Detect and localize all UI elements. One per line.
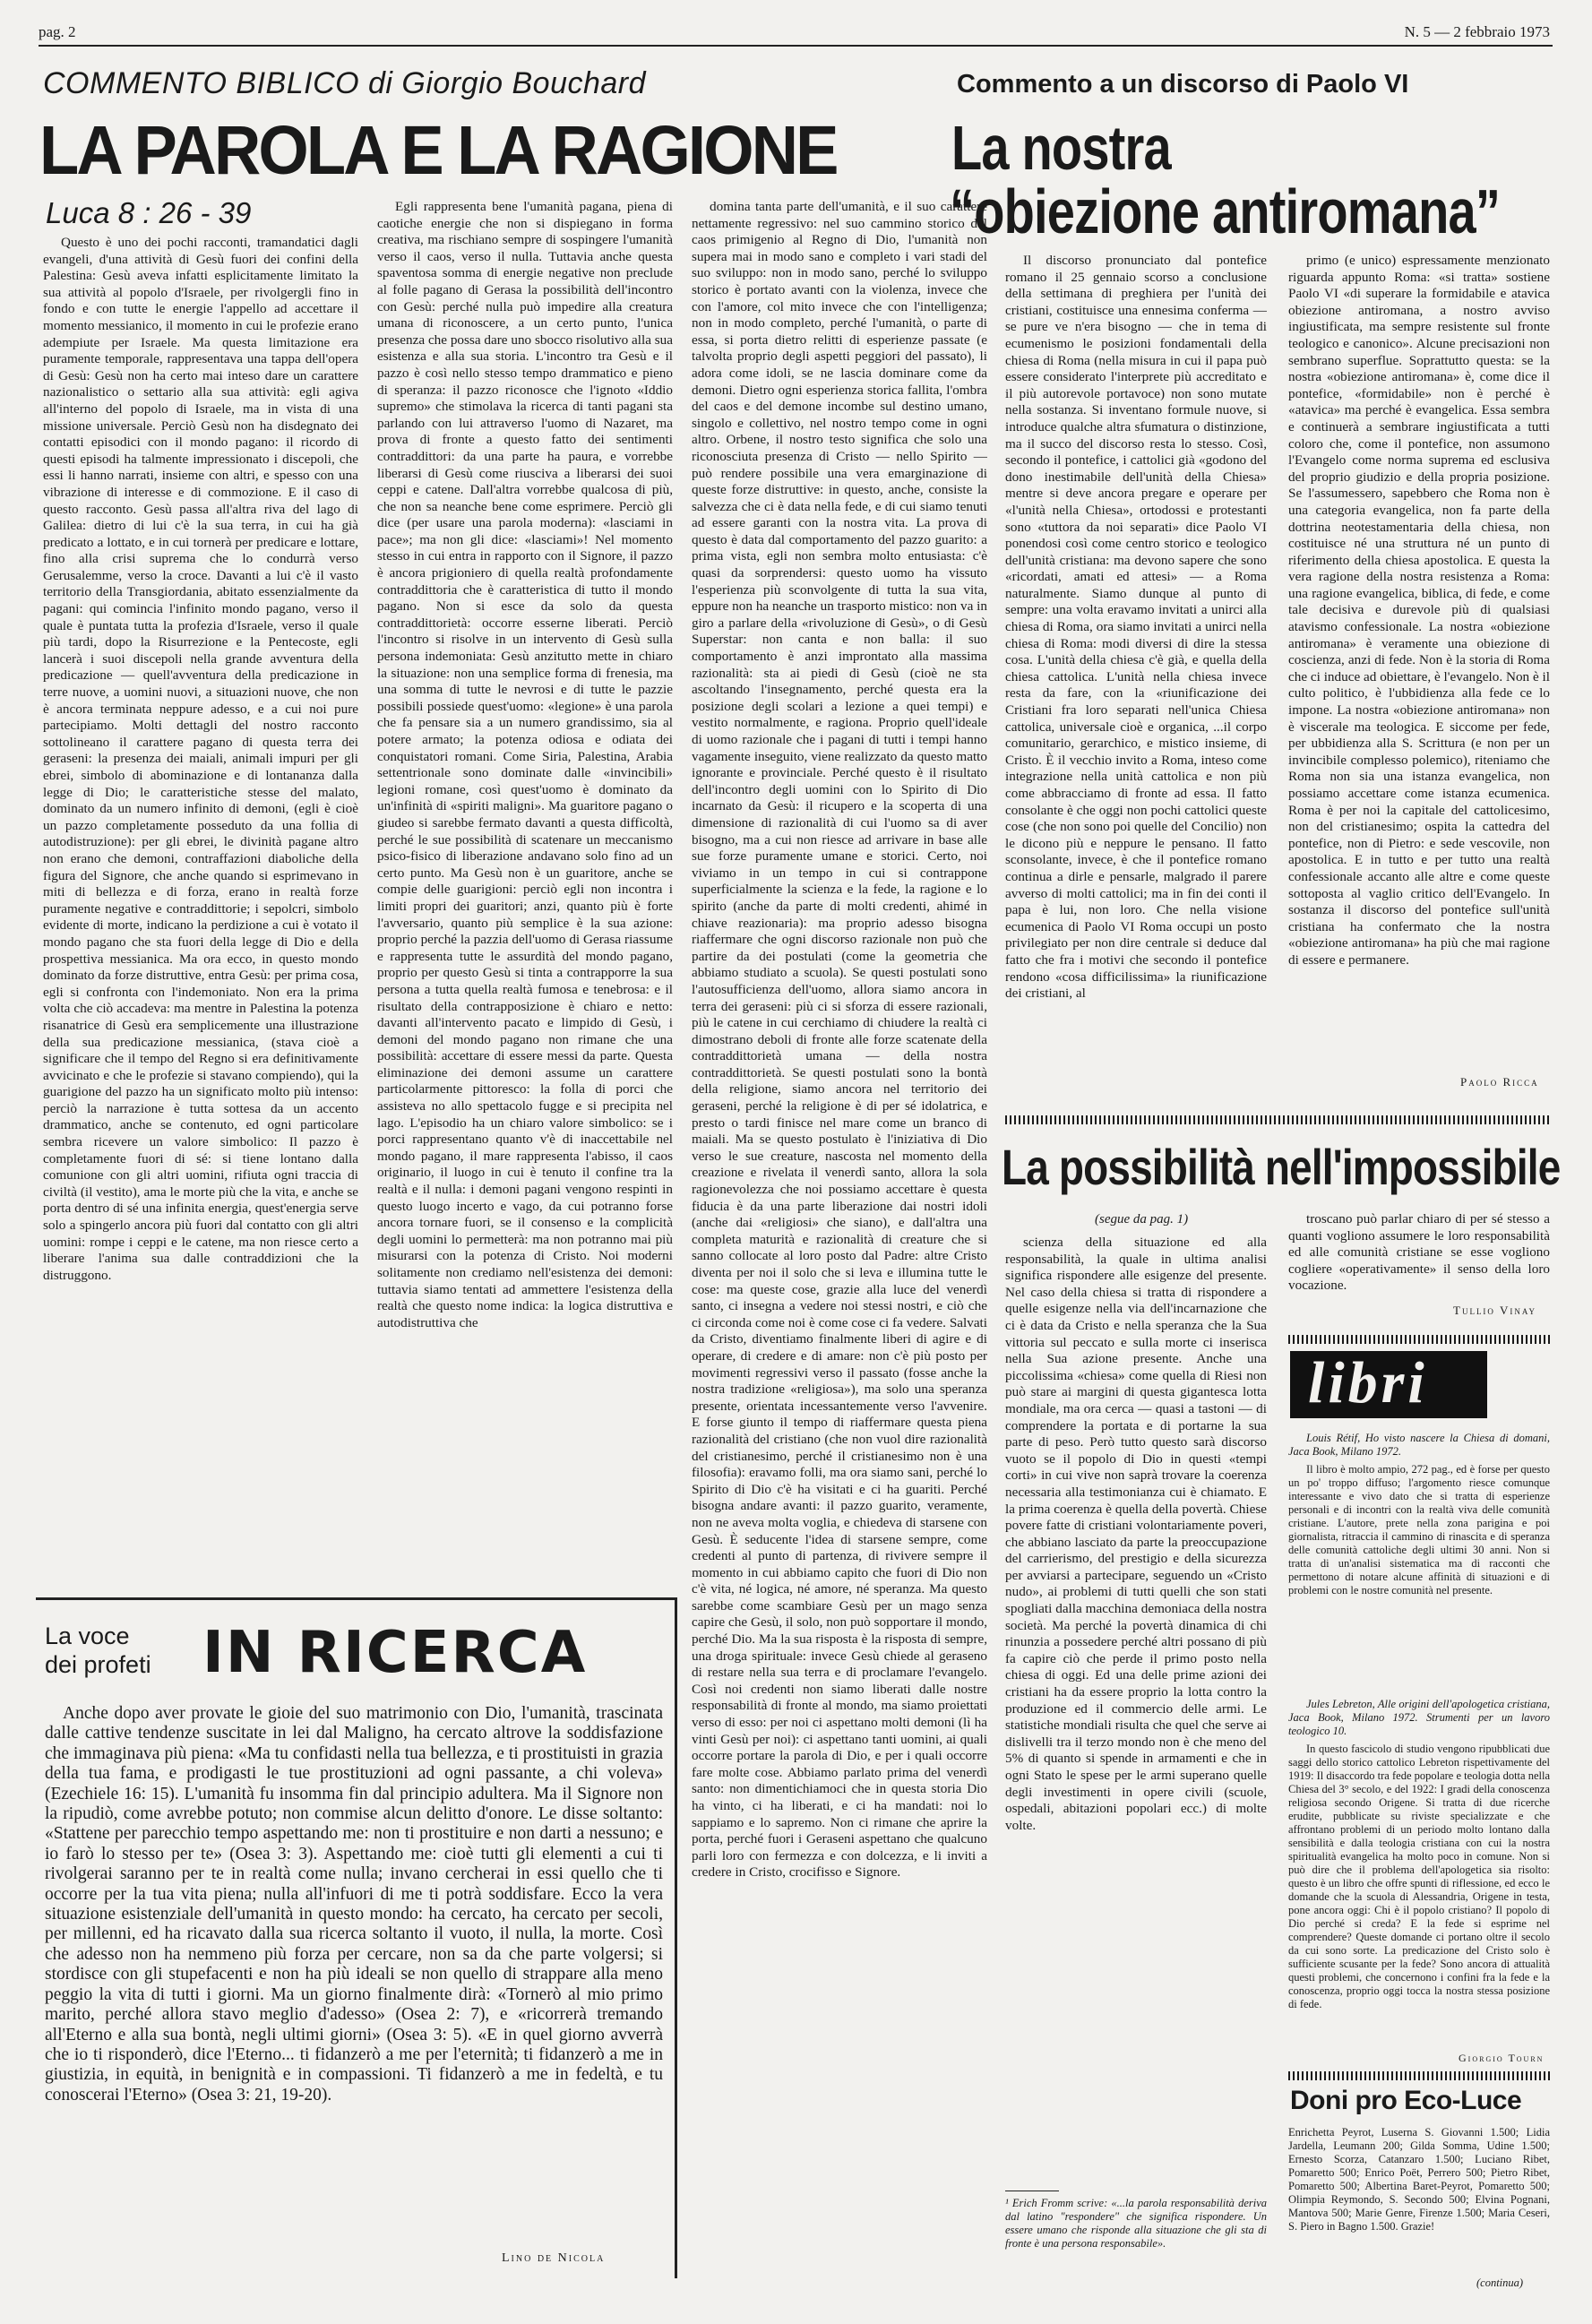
book-1-text: Il libro è molto ampio, 272 pag., ed è forse per questo un po' troppo diffuso; l'argomento riesce comunque interessante e vivo dato che si tratta di esperienze personali e di incontri con la realtà viva delle comunità cristiane. L'autore, prete nella zona parigina e poi giornalista, ritraccia il cammino di rinascita e di speranza delle comunità cattoliche degli ultimi 30 anni. Non si tratta di un'analisi sistematica ma di racconti che permettono di notare alcune affinità di situazioni e di problemi con le nostre comunità nel presente. (1288, 1463, 1550, 1597)
possibilita-text-1: scienza della situazione ed alla responsabilità, la quale in ultima analisi significa rispondere alle esigenze del presente. Nel caso della chiesa si tratta di rispondere a quelle esigenze nella via dell'incarnazione che ci è data da Cristo e nella speranza che la Sua vittoria sul peccato e sulla morte ci inserisca nella Sua azione presente. Anche una piccolissima «chiesa» come quella di Riesi non può stare ai margini di questa gigantesca lotta mondiale, ma ora cerca — quasi a tastoni — di comprendere la portata e di portarne la sua parte di peso. Però tutto questo sarà discorso vuoto se il popolo di Dio in questi «tempi corti» in cui vive non saprà trovare la coerenza necessaria alla testimonianza cui è chiamato. E la prima coerenza è quella della povertà. Chiese povere fatte di cristiani volontariamente poveri, che abbiano lasciato da parte la preoccupazione del carrierismo, del prestigio e della sicurezza per avviarsi a partecipare, seguendo un «Cristo nudo», ai problemi di tutti quelli che son stati spogliati dalla macchina demoniaca della nostra società. Ma perché la povertà dinamica di chi rinunzia a possedere perché altri possano di più fa capire ciò che perde il primo posto nella chiesa di oggi. Ed una delle prime azioni dei cristiani ha da essere proprio la lotta contro la produzione ed il commercio delle armi. Le statistiche mondiali risulta che quel che serve ai dislivelli tra il terzo mondo non è che meno del 5% di quanto si spende in armamenti e che in ogni Stato le spese per le armi superano quelle degli investimenti in opere civili (scuole, ospedali, abitazioni popolari ecc.) di molte volte. (1005, 1235, 1267, 1833)
book-1-review (1288, 1463, 1550, 1691)
in-ricerca-box-right (675, 1597, 677, 2278)
book-2-text: In questo fascicolo di studio vengono ripubblicati due saggi dello storico cattolico Lebreton rispettivamente del 1919: Il disaccordo tra fede popolare e teologia dotta nella Chiesa del 3° secolo, e del 1922: I gradi della conoscenza religiosa secondo Origene. Si tratta di due ricerche erudite, pubblicate su riviste specializzate e che affrontano problemi di un periodo molto lontano dalla sensibilità e dalla teologia cristiana con cui la nostra spiritualità evangelica ha molto poco in comune. Non si può dire che il problema dell'apologetica sia risolto: questo è un libro che offre spunti di riflessione, ed ecco le domande che la scuola di Alessandria, Origene in testa, pone ancora oggi: Chi è il popolo cristiano? Il popolo di Dio perché si creda? E la fede si esprime nel comprendere? Queste domande ci portano oltre il secolo da cui sono sorte. La predicazione del Cristo solo è sufficiente scusante per la fede? Sono ancora di attualità questi problemi, che concernono i confini fra la fede e la conoscenza, proprio oggi tocca la nostra stessa posizione di fede. (1288, 1743, 1550, 2010)
paolo-vi-text-2: primo (e unico) espressamente menzionato riguarda appunto Roma: «si tratta» sostiene Paolo VI «di superare la formidabile e atavica obiezione antiromana, a nostro avviso ingiustificata, ma sempre resistente sul fronte teologico e canonico». Alcune precisazioni non sembrano superflue. Soprattutto questa: se la nostra «obiezione antiromana» è, come dice il pontefice, «formidabile» non è perché è «atavica» ma perché è evangelica. Essa sembra e continuerà a sembrare ingiustificata a tutti coloro che, come il pontefice, non assumono l'Evangelo come norma suprema ed esclusiva del proprio giudizio e della propria posizione. Se l'assumessero, sapebbero che Roma non è una categoria evangelica, non fa parte della dottrina neotestamentaria della chiesa, non costituisce né una struttura né un punto di riferimento della chiesa apostolica. E questa la vera ragione della nostra resistenza a Roma: una ragione evangelica, biblica, di fede, e come tale decisiva e durevole più di qualsiasi atavismo confessionale. La nostra «obiezione antiromana» è veramente una obiezione di coscienza, anzi di fede. Non è la storia di Roma che ci induce ad obiettare, è l'evangelo. Non è il culto politico, è l'ubbidienza alla fede ce lo impone. La nostra «obiezione antiromana» non è viscerale ma teologica. E siccome per fede, per ubbidienza alla S. Scrittura (e non per un invincibile complesso polemico), riteniamo che Roma non sia una istanza evangelica, non possiamo accettare come istanza ecumenica. Roma è per noi la capitale del cattolicesimo, non del cristianesimo; ospita la cattedra del pontefice, non di Pietro: e sede vescovile, non apostolica. E in tutto e per tutto una realtà confessionale accanto alle altre e come queste sottoposta al vaglio critico dell'Evangelo. In sostanza il discorso del pontefice sull'unità cristiana ha confermato che la nostra «obiezione antiromana» ha più che mai ragione di essere e permanere. (1288, 253, 1550, 968)
header-rule (39, 45, 1553, 47)
doni-title: Doni pro Eco-Luce (1290, 2086, 1522, 2115)
paolo-vi-signature: Paolo Ricca (1460, 1075, 1539, 1089)
biblical-comment-col-1 (43, 235, 358, 1584)
paolo-vi-title-1: La nostra (951, 113, 1171, 183)
possibilita-col-1 (1005, 1235, 1267, 2122)
in-ricerca-box-top (36, 1597, 677, 1600)
in-ricerca-body (45, 1704, 663, 2197)
paolo-vi-bottom-divider (1005, 1115, 1550, 1124)
biblical-comment-text-2: Egli rappresenta bene l'umanità pagana, piena di caotiche energie che non si dispiegano in forma creativa, ma rischiano sempre di sospingere l'umanità verso il caos, verso il nulla. Tuttavia anche questa spaventosa somma di energie negative non preclude al folle pagano di Gerasa la possibilità dell'incontro con Gesù: perché nulla può impedire alla creatura umana di riconoscere, a un certo punto, l'unica presenza che possa dare uno sbocco risolutivo alla sua esistenza e alla sua storia. L'incontro tra Gesù e il pazzo è così nello stesso tempo drammatico e pieno di speranza: il pazzo riconosce che l'ignoto «Iddio supremo» che stimolava la ricerca di tanti pagani sta parlando con lui attraverso l'uomo di Nazaret, ma prova di fronte a questo fatto dei sentimenti contraddittori: da una parte ha paura, e vorrebbe liberarsi di Gesù come riusciva a liberarsi dei suoi ceppi e catene. Dall'altra vorrebbe qualcosa di più, che non sa neanche bene come esprimere. Perciò gli dice (per usare una parola moderna): «lasciami in pace»; ma non gli dice: «lasciami»! Nel momento stesso in cui entra in rapporto con il Signore, il pazzo è ancora prigioniero di quella realtà profondamente contraddittoria che è caratteristica di tutto il mondo pagano. Non si esce da solo da questa contraddittorietà: occorre esserne liberati. Perciò l'incontro si risolve in un intervento di Gesù sulla persona indemoniata: Gesù anzitutto mette in chiaro la situazione: non una semplice forma di frenesia, ma una somma di tutte le nevrosi e di tutte le pazzie possibili possiede quest'uomo: «legione» è una parola che fa pensare sia a un numero grandissimo, sia al potere armato; la potenza odiosa e odiata dei conquistatori romani. Come Siria, Palestina, Arabia settentrionale sono dominate dalle «invincibili» legioni romane, così quest'uomo è dominato da un'infinità di «spiriti maligni». Ma guaritore pagano o giudeo si sarebbe fermato davanti a questa difficoltà, perché le sue possibilità di scatenare un meccanismo psico-fisico di liberazione andavano solo fino ad un certo punto. Ma Gesù non è un guaritore, anche se compie delle guarigioni: perciò egli non incontra i limiti propri dei guaritori; anzi, quanto più è forte l'avversario, quanto più semplice è la sua azione: proprio perché la pazzia dell'uomo di Gerasa riassume e rappresenta tutte le assurdità del mondo pagano, proprio per questo Gesù si tinta a contrapporre la sua persona a tutta quella realtà fumosa e tenebrosa: e il risultato della contrapposizione è chiaro e netto: davanti all'intervento pacato e limpido di Gesù, i demoni del mondo pagano non rimane che una possibilità: accettare di essere messi da parte. Questa eliminazione dei demoni assume un carattere particolarmente pittoresco: la folla di porci che assisteva no allo spettacolo fugge e si precipita nel lago. L'episodio ha un chiaro valore simbolico: se i porci rappresentano quanto v'è di inaccettabile nel mondo pagano, il mare rappresenta l'abisso, il caos originario, il luogo in cui è tenuto il confine tra la realtà e il nulla: i demoni pagani vengono respinti in questo luogo incerto e vago, da cui potranno forse ancora tornare fuori, se il consenso e la complicità degli uomini lo permetterà: ma non potranno mai più misurarsi con la potenza di Cristo. Noi moderni solitamente non crediamo nell'esistenza dei demoni: tuttavia siamo tentati ad ammettere l'esistenza della realtà che questo nome indica: la logica distruttiva e autodistruttiva che (377, 199, 673, 1330)
paolo-vi-text-1: Il discorso pronunciato dal pontefice romano il 25 gennaio scorso a conclusione della settimana di preghiera per l'unità dei cristiani, costituisce una ennesima conferma — se pure ve n'era bisogno — che in tema di ecumenismo le posizioni fondamentali della chiesa di Roma (nella misura in cui il papa può essere considerato l'interprete più accreditato e il più autorevole portavoce) non sono mutate nella sostanza. Si inventano formule nuove, si introduce qualche altra sfumatura o distinzione, ma il succo del discorso resta lo stesso. Così, secondo il pontefice, i cattolici già «godono del dono inestimabile dell'unità della Chiesa» mentre si deve ancora pregare e operare per «l'unità nella Chiesa», ortodossi e protestanti sono «tuttora da noi separati» dice Paolo VI ponendosi così come centro storico e teologico dell'unità cristiana: ma devono sapere che sono «ricordati, amati ed attesi» — a Roma naturalmente. Siamo dunque al punto di sempre: una volta eravamo invitati a unirci alla chiesa di Roma, ora siamo invitati a unirci nella chiesa di Roma: modi diversi di dire la stessa cosa. L'unità della chiesa c'è già, e quella della chiesa cattolica. L'unità nella chiesa invece resta da fare, con la «riunificazione dei Cristiani fra loro separati nell'unica Chiesa cattolica, universale cioè e organica, ...il corpo comunitario, gerarchico, e mistico insieme, di Cristo. È il vecchio invito a Roma, inteso come integrazione nella unità cattolica e non più come abbracciamo di fronte ad essa. Il fatto consolante è che oggi non pochi cattolici queste cose (che non sono poi quelle del Concilio) non le dicono più e neppure le pensano. Il fatto sconsolante, invece, è che il pontefice romano continua a dirle e pensarle, malgrado il parere avverso di molti cattolici; ma in fin dei conti il papa è lui, non loro. Che nella visione ecumenica di Paolo VI Roma occupi un posto privilegiato per non dire centrale si deduce dal fatto che fra i motivi che secondo il pontefice rendono «cosa difficilissima» la riunificazione dei cristiani, al (1005, 253, 1267, 1002)
book-1-citation: Louis Rétif, Ho visto nascere la Chiesa di domani, Jaca Book, Milano 1972. (1288, 1432, 1550, 1458)
paolo-vi-rubric: Commento a un discorso di Paolo VI (957, 70, 1409, 99)
paolo-vi-col-2 (1288, 253, 1550, 1095)
book-2-review (1288, 1743, 1550, 2047)
possibilita-text-2: troscano può parlar chiaro di per sé stesso a quanti vogliono assumere le loro responsabilità ed alle comunità cristiane se esse vogliono cogliere «operativamente» il senso della loro vocazione. (1288, 1211, 1550, 1294)
paolo-vi-title-2: “obiezione antiromana” (950, 176, 1501, 246)
possibilita-signature: Tullio Vinay (1453, 1304, 1537, 1317)
possibilita-title: La possibilità nell'impossibile (1002, 1139, 1561, 1195)
page-number: pag. 2 (39, 23, 76, 40)
article-title: LA PAROLA E LA RAGIONE (39, 112, 837, 189)
book-2-header (1288, 1698, 1550, 1739)
footnote-text: ¹ Erich Fromm scrive: «...la parola responsabilità deriva dal latino "respondere" che significa rispondere. Un essere umano che risponde alla situazione che gli sta di fronte è una persona responsabile». (1005, 2197, 1267, 2250)
possibilita-continued: (segue da pag. 1) (1095, 1212, 1189, 1227)
scripture-reference: Luca 8 : 26 - 39 (46, 196, 252, 229)
libri-title: libri (1308, 1350, 1428, 1416)
book-1-header (1288, 1432, 1550, 1460)
doni-text: Enrichetta Peyrot, Luserna S. Giovanni 1.500; Lidia Jardella, Leumann 200; Gilda Somma, Udine 1.500; Ernesto Scorza, Catanzaro 1.500; Luciano Ribet, Pomaretto 500; Enrico Poët, Perrero 500; Pietro Ribet, Pomaretto 500; Albertina Baret-Peyrot, Pomaretto 500; Olimpia Reymondo, S. Secondo 500; Elvina Pognani, Mantova 500; Marie Genre, Firenze 1.500; Maria Ceseri, S. Piero in Bagno 1.500. Grazie! (1288, 2126, 1550, 2233)
in-ricerca-signature: Lino de Nicola (502, 2251, 606, 2265)
biblical-comment-col-3 (692, 199, 987, 2000)
possibilita-footnote (1005, 2197, 1267, 2277)
doni-top-divider (1288, 2071, 1550, 2080)
biblical-comment-text-3: domina tanta parte dell'umanità, e il suo carattere nettamente regressivo: nel suo cammino storico dal caos primigenio al Regno di Dio, l'umanità non supera mai in modo sano e completo i vari stadi del suo sviluppo: non in modo sano, perché lo sviluppo storico è portato avanti con la violenza, invece che con l'amore, col mito invece che con l'intelligenza; non in modo completo, perché l'umanità, o parte di essa, si porta dietro relitti di esperienze passate (e talvolta proprio degli aspetti peggiori del passato), li adora come idoli, se ne lascia dominare come da demoni. Dietro ogni esperienza storica fallita, l'ombra del caos e del demone incombe sul destino umano, singolo e collettivo, nel nostro tempo come in ogni altro. Orbene, il nostro testo significa che solo una riconosciuta presenza di Cristo — nello Spirito — può rendere possibile una vera emarginazione di queste forze distruttive: in questo, anche, consiste la salvezza che ci è data nella fede, e di cui siamo tenuti ad essere garanti con la nostra vita. La prova di questo è data dal comportamento del pazzo guarito: a prima vista, egli non sembra molto entusiasta: c'è quasi da sorprendersi: questo uomo ha vissuto l'esperienza più sconvolgente di tutta la sua vita, eppure non ha neanche un trasporto mistico: non va in giro a parlare della «rivoluzione di Gesù», o di Gesù Superstar: non canta e non balla: il suo comportamento è anzi improntato alla massima razionalità: sta ai piedi di Gesù (cioè ne sta ascoltando l'insegnamento, perché questa era la posizione degli scolari a lezione a quei tempi) e vestito normalmente, e ragiona. Proprio quell'ideale di uomo razionale che i pagani di tutti i tempi hanno vagamente inseguito, viene realizzato da questo matto ignorante e provinciale. Perché questo è il risultato dell'incontro degli uomini con lo Spirito di Dio incarnato da Gesù: il ricupero e la scoperta di una dimensione di razionalità di cui l'uomo sa di aver bisogno, ma a cui non riesce ad arrivare in base alle sue forze puramente umane e storici. Certo, noi viviamo in un tempo in cui si contrappone superficialmente la scienza e la fede, la ragione e lo spirito (anche da parte di molti credenti, ahimé in chiave reazionaria): ma proprio adesso bisogna riaffermare che ogni discorso razionale non può che partire da dei postulati (come la geometria che abbiamo studiato a scuola). Se questi postulati sono l'autosufficienza dell'uomo, allora siamo ancora in terra dei geraseni: più ci si sforza di essere razionali, più le catene in cui cerchiamo di chiudere la realtà ci dimostrano deboli di fronte alle forze scatenate della contraddittorietà umana — della nostra contraddittorietà. Se questi postulati sono la bontà della religione, siamo ancora nel territorio dei geraseni, perché la religione è di per sé idolatrica, e presto o tardi finisce nel mare come un branco di maiali. Ma se questo postulato è l'iniziativa di Dio verso le sue creature, nascosta nel momento della creazione e rivelata il venerdì santo, allora la sola ragionevolezza che noi possiamo accettare è questa fiducia è da una parte liberazione dai nostri idoli (anche dai «religiosi» che siano), e dall'altra una completa maturità e razionalità di creature che si sanno collocate al loro posto dal Padre: altre Cristo diventa per noi il solo che si leva e illumina tutte le cose: ma queste cose, grazie alla luce del venerdì santo, ci insegna a vedere noi stessi nostri, e ciò che ci circonda come noi è come cose ci fa vedere. Salvati da Cristo, diventiamo finalmente liberi di agire e di operare, di credere e di amare: non c'è più posto per movimenti regressivi verso il passato (fosse anche la nostra tradizione «religiosa»), ma solo una speranza presente, orientata incessantemente verso l'avvenire. E forse giunto il tempo di riaffermare questa piena razionalità del cristiano (che non vuol dire razionalità del cristianesimo, perché il cristianesimo non è una filosofia): eravamo folli, ma ora siamo sani, perché lo Spirito di Dio c'è ha visitati e ci ha guariti. Perché bisogna andare avanti: il pazzo guarito, veramente, non ne aveva molta voglia, e chiedeva di starsene con Gesù. È seducente l'idea di starsene sempre, come credenti al punto di partenza, di rivivere sempre il momento in cui abbiamo capito che fuori di Dio non c'è vita, né logica, né amore, né speranza. Ma questo sarebbe come scambiare Gesù per un mago senza capire che Gesù, il solo, non può sopportare il mondo, perché Dio. Ma la sua risposta è la risposta di sempre, una droga spirituale: invece Gesù chiede al geraseno di restare nella sua terra e di proclamare l'evangelo. Così noi credenti non siamo liberati dalle nostre responsabilità di fronte al mondo, ma siamo proiettati verso di esso: per noi ci aspettano molti demoni (lì ha vinti Gesù per noi): ci aspettano tanti uomini, ai quali occorre portare la parola di Dio, e per i quali occorre fare molte cose. Abbiamo parlato prima del venerdì santo: non dimentichiamoci che in questa storia Dio ha vinto, ci ha liberati, e ci ha mandati: noi lo sappiamo e lo sapremo. Non ci rimane che aprire la porta, perché fuori i Geraseni aspettano che qualcuno parli loro con fermezza e con dolcezza, e li inviti a credere in Cristo, crocifisso e Signore. (692, 199, 987, 1881)
biblical-comment-col-2 (377, 199, 673, 1584)
biblical-comment-text-1: Questo è uno dei pochi racconti, tramandatici dagli evangeli, d'una attività di Gesù fuori dei confini della Palestina: Gesù aveva infatti esplicitamente limitato la sua attività al popolo d'Israele, per rivolgergli fino in fondo e con tutte le energie l'appello ad accettare il momento messianico, il momento in cui le profezie erano adempiute per Israele. Ma questa limitazione era puramente temporale, rappresentava una tappa dell'opera di Gesù: Gesù non ha certo mai inteso dare un carattere nazionalistico o settario alla sua attività: egli agiva all'interno del popolo di Israele, ma in vista di una missione universale. Perciò Gesù non ha disdegnato dei contatti episodici con il mondo pagano: il ricordo di questi episodi ha talmente impressionato i discepoli, che essi li hanno narrati, insieme con altri, e spesso con una vibrazione di interesse e di commozione. E il caso di questo racconto. Gesù passa all'altra riva del lago di Galilea: dietro di lui c'è la sua terra, in cui ha già predicato a lottato, e in cui tornerà per predicare e lottare, fino alla crisi suprema che lo condurrà verso Gerusalemme, verso la croce. Davanti a lui c'è il vasto territorio della Transgiordania, abitato essenzialmente da pagani: qui comincia l'infinito mondo pagano, verso il quale è puntata tutta la profezia d'Israele, verso il quale più tardi, dopo la Risurrezione e la Pentecoste, egli lancerà i suoi discepoli nella grande avventura della predicazione — quell'avventura della predicazione in terre nuove, a uomini nuovi, a situazioni nuove, che non è ancora terminata neppure adesso, e a cui noi pure partecipiamo. Molti dettagli del nostro racconto sottolineano il carattere pagano di questa terra dei geraseni: la presenza dei maiali, animali impuri per gli ebrei, simbolo di abominazione e di lontananza dalla legge di Dio; le caratteristiche stesse del malato, dominato da un numero infinito di demoni, (egli è cioè un pazzo completamente posseduto da una follia di autodistruzione): per gli ebrei, le divinità pagane altro non erano che demoni, contraffazioni diaboliche della figura del Signore, che anche quando si esprimevano in miti di bellezza e di forza, erano in realtà forze puramente negative e contraddittorie; i sepolcri, simbolo evidente di morte, indicano la perdizione a cui è votato il mondo pagano che sta fuori della legge di Dio e della prospettiva messianica. Ma ora ecco, in questo mondo dominato da forze distruttive, entra Gesù: per prima cosa, egli si confronta con l'indemoniato. Non era la prima volta che ciò accadeva: ma mentre in Palestina la potenza risanatrice di Gesù era semplicemente una illustrazione della sua predicazione messianica, (stava cioè a significare che il tempo del Regno si era definitivamente avvicinato e che le profezie si stavano compiendo), qui la guarigione del pazzo ha un significato molto più intenso: perciò la narrazione è tutta sottesa da un accento drammatico, anche se contenuto, ed ogni particolare sembra ricevere un valore simbolico: Il pazzo è completamente fuori di sé: si tiene lontano dalla comunione con gli altri uomini, rifiuta ogni traccia di civiltà (il vestito), ama le morte più che la vita, e anche se porta dentro di sé una infinita energia, quest'energia serve solo a spingerlo ancora più fuori dal contatto con gli altri uomini: rompe i ceppi e le catene, ma non riesce certo a liberare l'anima sua dalle contraddizioni che la distruggono. (43, 235, 358, 1283)
in-ricerca-title: IN RICERCA (202, 1620, 588, 1686)
issue-date: N. 5 — 2 febbraio 1973 (1404, 23, 1550, 40)
in-ricerca-text: Anche dopo aver provate le gioie del suo matrimonio con Dio, l'umanità, trascinata dalle cattive tendenze suscitate in lei dal Maligno, ha cercato altrove la soddisfazione che immaginava più piena: «Ma tu confidasti nella tua bellezza, e ti prostituisti in grazia della tua fama, e prodigasti le tue prostituzioni ad ogni passante, a chi voleva» (Ezechiele 16: 15). L'umanità fu insomma fin dal principio adultera. Ma il Signore non la ripudiò, come avrebbe potuto; non commise alcun delitto d'onore. Le disse soltanto: «Stattene per parecchio tempo aspettando me: non ti prostituire e non darti a nessuno; e io farò lo stesso per te» (Osea 3: 3). Aspettando me: cioè tutti gli elementi a cui ti rivolgerai saranno per te in realtà come nulla; invano cercherai in essi quello che ti occorre per la tua vita piena; nulla all'infuori di me ti potrà soddisfare. Ecco la vera situazione esistenziale dell'umanità in questo mondo: ha cercato, ha cercato per secoli, per millenni, ed ha ricavato dalla sua ricerca soltanto il vuoto, il nulla, la morte. Così che adesso non ha nemmeno più forza per cercare, non sa da che parte volgersi; si stordisce con gli stupefacenti e non ha più ideali se non quello di strappare alla meno peggio la vita di tutti i giorni. Ma un giorno finalmente dirà: «Tornerò al mio primo marito, perché allora stavo meglio d'adesso» (Osea 2: 7), e «ricorrerà tremando all'Eterno e alla sua bontà, negli ultimi giorni» (Osea 3: 5). «E in quel giorno avverrà che io ti risponderò, dice l'Eterno... ti fidanzerò a me per l'eternità; ti fidanzerò a me in giustizia, in equità, in benignità e in compassioni. Ti fidanzerò a me in fedeltà, e tu conoscerai l'Eterno» (Osea 3: 21, 19-20). (45, 1704, 663, 2105)
libri-signature: Giorgio Tourn (1459, 2052, 1545, 2064)
section-rubric: COMMENTO BIBLICO di Giorgio Bouchard (43, 66, 647, 100)
doni-continued: (continua) (1476, 2277, 1524, 2289)
in-ricerca-kicker: La voce dei profeti (45, 1622, 151, 1678)
libri-top-divider (1288, 1335, 1550, 1344)
possibilita-col-2 (1288, 1211, 1550, 1296)
book-2-citation: Jules Lebreton, Alle origini dell'apologetica cristiana, Jaca Book, Milano 1972. Strumenti per un lavoro teologico 10. (1288, 1698, 1550, 1737)
doni-list (1288, 2126, 1550, 2274)
